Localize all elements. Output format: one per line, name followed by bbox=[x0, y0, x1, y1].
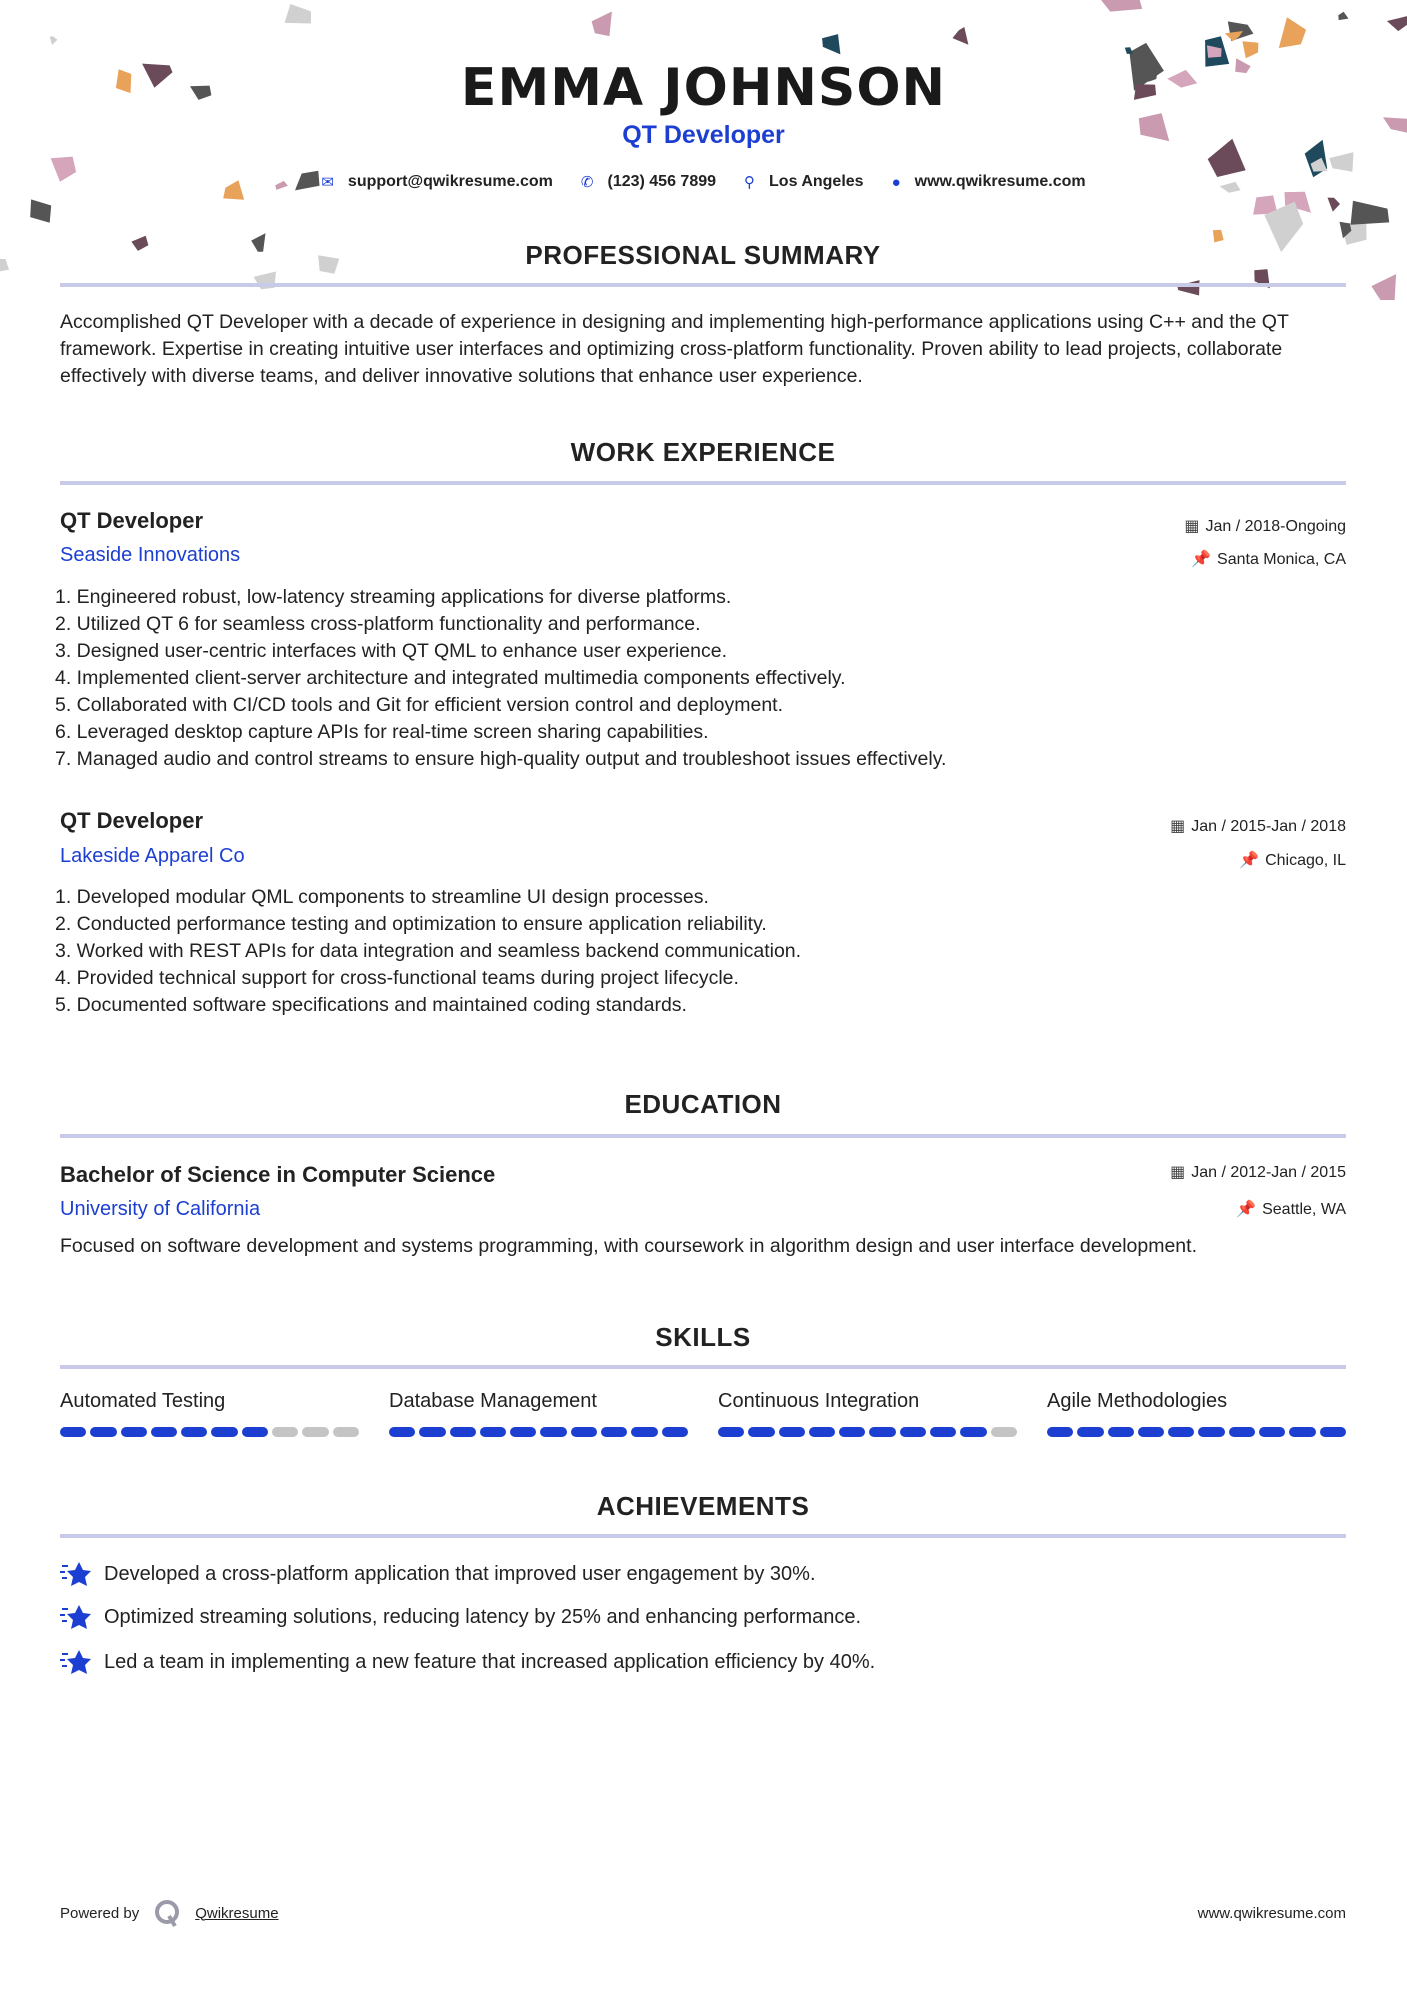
confetti-piece bbox=[1100, 0, 1143, 12]
skill-dot bbox=[1259, 1427, 1285, 1437]
skill-dot bbox=[1168, 1427, 1194, 1437]
skill-level-meter bbox=[60, 1427, 359, 1437]
section-divider bbox=[60, 283, 1346, 287]
contact-website[interactable]: www.qwikresume.com bbox=[914, 173, 1086, 190]
job-1-location: Santa Monica, CA bbox=[1217, 551, 1346, 568]
skill-dot bbox=[510, 1427, 536, 1437]
education-dates: Jan / 2012-Jan / 2015 bbox=[1191, 1164, 1346, 1181]
education-dates-row bbox=[1170, 1162, 1346, 1182]
section-heading-education: EDUCATION bbox=[624, 1089, 782, 1119]
skill-dot bbox=[839, 1427, 865, 1437]
job-1-location-row bbox=[1191, 549, 1346, 569]
calendar-icon: ▦ bbox=[1170, 818, 1186, 835]
confetti-piece bbox=[1371, 274, 1396, 300]
envelope-icon: ✉ bbox=[321, 174, 334, 191]
education-degree: Bachelor of Science in Computer Science bbox=[60, 1162, 496, 1187]
confetti-piece bbox=[1125, 47, 1133, 54]
job-2-location: Chicago, IL bbox=[1265, 852, 1346, 869]
summary-text: Accomplished QT Developer with a decade of experience in designing and implementing high-performance applications using C++ and the QT framework. Expertise in creating intuitive user interfaces and optimizing cross-platform functionality. Proven ability to lead projects, collaborate effectively with diverse teams, and deliver innovative solutions that enhance user experience. bbox=[60, 311, 1289, 387]
skill-dot bbox=[601, 1427, 627, 1437]
skill-dot bbox=[1320, 1427, 1346, 1437]
skill-item bbox=[389, 1390, 688, 1437]
achievement-text: Developed a cross-platform application that improved user engagement by 30%. bbox=[104, 1562, 816, 1585]
job-2-dates: Jan / 2015-Jan / 2018 bbox=[1191, 818, 1346, 835]
confetti-piece bbox=[1279, 17, 1306, 48]
job-2-bullets bbox=[55, 884, 1345, 1019]
skill-item bbox=[718, 1390, 1017, 1437]
confetti-piece bbox=[1329, 152, 1353, 172]
skill-dot bbox=[930, 1427, 956, 1437]
confetti-piece bbox=[953, 27, 969, 45]
section-divider bbox=[60, 1534, 1346, 1538]
skill-item bbox=[60, 1390, 359, 1437]
confetti-piece bbox=[1351, 201, 1390, 225]
confetti-piece bbox=[30, 199, 51, 222]
skill-dot bbox=[1229, 1427, 1255, 1437]
skill-level-meter bbox=[1047, 1427, 1346, 1437]
skill-dot bbox=[991, 1427, 1017, 1437]
section-heading-summary: PROFESSIONAL SUMMARY bbox=[525, 240, 881, 270]
education-location: Seattle, WA bbox=[1262, 1201, 1346, 1218]
globe-icon: ● bbox=[891, 173, 901, 191]
skill-name: Agile Methodologies bbox=[1047, 1390, 1228, 1412]
skill-level-meter bbox=[718, 1427, 1017, 1437]
skill-name: Database Management bbox=[389, 1390, 597, 1412]
section-heading-experience: WORK EXPERIENCE bbox=[570, 437, 836, 467]
candidate-name: EMMA JOHNSON bbox=[460, 58, 947, 118]
pin-icon: 📌 bbox=[1191, 551, 1212, 568]
qwikresume-logo-icon bbox=[153, 1898, 181, 1928]
skill-dot bbox=[181, 1427, 207, 1437]
skill-dot bbox=[389, 1427, 415, 1437]
job-title-headline: QT Developer bbox=[622, 121, 785, 149]
skill-name: Automated Testing bbox=[60, 1390, 226, 1412]
section-heading-skills: SKILLS bbox=[655, 1322, 751, 1352]
skill-dot bbox=[121, 1427, 147, 1437]
star-icon bbox=[60, 1603, 92, 1631]
list-item: 1. Engineered robust, low-latency streaming applications for diverse platforms. bbox=[55, 586, 732, 608]
footer-website[interactable]: www.qwikresume.com bbox=[1197, 1905, 1346, 1922]
skill-dot bbox=[480, 1427, 506, 1437]
skill-dot bbox=[272, 1427, 298, 1437]
list-item: 3. Worked with REST APIs for data integration and seamless backend communication. bbox=[55, 940, 802, 962]
skill-name: Continuous Integration bbox=[718, 1390, 920, 1412]
job-2-company: Lakeside Apparel Co bbox=[60, 845, 245, 867]
skill-dot bbox=[571, 1427, 597, 1437]
confetti-piece bbox=[1242, 41, 1258, 58]
skill-dot bbox=[211, 1427, 237, 1437]
education-location-row bbox=[1236, 1199, 1346, 1219]
confetti-piece bbox=[0, 259, 9, 273]
skills-list bbox=[60, 1390, 1346, 1437]
confetti-piece bbox=[1328, 198, 1341, 212]
skill-dot bbox=[631, 1427, 657, 1437]
skill-dot bbox=[662, 1427, 688, 1437]
job-2-dates-row bbox=[1170, 816, 1346, 836]
confetti-piece bbox=[1338, 12, 1348, 20]
job-2-location-row bbox=[1239, 850, 1346, 870]
pin-icon: 📌 bbox=[1236, 1201, 1257, 1218]
footer-powered-by bbox=[60, 1898, 279, 1928]
skill-dot bbox=[333, 1427, 359, 1437]
section-heading-achievements: ACHIEVEMENTS bbox=[596, 1491, 810, 1521]
contact-email[interactable]: support@qwikresume.com bbox=[347, 173, 553, 190]
contact-bar bbox=[0, 173, 1407, 191]
list-item: 4. Implemented client-server architecture and integrated multimedia components effectively. bbox=[55, 667, 846, 689]
list-item: 6. Leveraged desktop capture APIs for real-time screen sharing capabilities. bbox=[55, 721, 709, 743]
skill-level-meter bbox=[389, 1427, 688, 1437]
education-description: Focused on software development and systems programming, with coursework in algorithm design and user interface development. bbox=[60, 1235, 1197, 1257]
achievement-text: Led a team in implementing a new feature that increased application efficiency by 40%. bbox=[104, 1650, 876, 1673]
skill-dot bbox=[1047, 1427, 1073, 1437]
skill-dot bbox=[1108, 1427, 1134, 1437]
section-divider bbox=[60, 481, 1346, 485]
list-item: 2. Utilized QT 6 for seamless cross-platform functionality and performance. bbox=[55, 613, 701, 635]
skill-dot bbox=[900, 1427, 926, 1437]
map-pin-icon: ⚲ bbox=[744, 174, 756, 191]
powered-by-label: Powered by bbox=[60, 1904, 140, 1922]
contact-location: Los Angeles bbox=[769, 173, 864, 190]
list-item: 4. Provided technical support for cross-functional teams during project lifecycle. bbox=[55, 967, 739, 989]
skill-dot bbox=[1077, 1427, 1103, 1437]
phone-icon: ✆ bbox=[580, 174, 594, 191]
job-1-title: QT Developer bbox=[60, 508, 204, 533]
list-item: 7. Managed audio and control streams to ensure high-quality output and troubleshoot issues effectively. bbox=[55, 748, 947, 770]
contact-phone: (123) 456 7899 bbox=[607, 173, 717, 190]
confetti-piece bbox=[592, 12, 612, 37]
skill-dot bbox=[809, 1427, 835, 1437]
skill-dot bbox=[718, 1427, 744, 1437]
achievement-item bbox=[60, 1648, 875, 1676]
job-1-dates: Jan / 2018-Ongoing bbox=[1205, 518, 1346, 535]
skill-dot bbox=[779, 1427, 805, 1437]
calendar-icon: ▦ bbox=[1184, 518, 1200, 535]
achievement-text: Optimized streaming solutions, reducing latency by 25% and enhancing performance. bbox=[104, 1605, 862, 1628]
confetti-piece bbox=[1387, 16, 1407, 31]
calendar-icon: ▦ bbox=[1170, 1164, 1186, 1181]
list-item: 5. Collaborated with CI/CD tools and Git for efficient version control and deployment. bbox=[55, 694, 784, 716]
star-icon bbox=[60, 1560, 92, 1588]
skill-dot bbox=[151, 1427, 177, 1437]
skill-dot bbox=[1289, 1427, 1315, 1437]
skill-dot bbox=[1198, 1427, 1224, 1437]
skill-dot bbox=[869, 1427, 895, 1437]
skill-dot bbox=[748, 1427, 774, 1437]
confetti-piece bbox=[822, 34, 840, 54]
pin-icon: 📌 bbox=[1239, 852, 1260, 869]
achievement-item bbox=[60, 1603, 861, 1631]
skill-dot bbox=[419, 1427, 445, 1437]
confetti-piece bbox=[50, 36, 58, 45]
skill-dot bbox=[302, 1427, 328, 1437]
confetti-piece bbox=[285, 4, 311, 24]
skill-dot bbox=[90, 1427, 116, 1437]
list-item: 3. Designed user-centric interfaces with QT QML to enhance user experience. bbox=[55, 640, 727, 662]
skill-dot bbox=[450, 1427, 476, 1437]
skill-dot bbox=[60, 1427, 86, 1437]
skill-item bbox=[1047, 1390, 1346, 1437]
skill-dot bbox=[1138, 1427, 1164, 1437]
list-item: 5. Documented software specifications and maintained coding standards. bbox=[55, 994, 687, 1016]
skill-dot bbox=[540, 1427, 566, 1437]
skill-dot bbox=[242, 1427, 268, 1437]
job-1-dates-row bbox=[1184, 516, 1346, 536]
section-divider bbox=[60, 1134, 1346, 1138]
star-icon bbox=[60, 1648, 92, 1676]
job-1-company: Seaside Innovations bbox=[60, 544, 241, 566]
skill-dot bbox=[960, 1427, 986, 1437]
education-school: University of California bbox=[60, 1198, 261, 1220]
list-item: 2. Conducted performance testing and optimization to ensure application reliability. bbox=[55, 913, 767, 935]
job-1-bullets bbox=[55, 584, 1345, 773]
list-item: 1. Developed modular QML components to streamline UI design processes. bbox=[55, 886, 709, 908]
section-divider bbox=[60, 1365, 1346, 1369]
qwikresume-link[interactable]: Qwikresume bbox=[195, 1904, 279, 1922]
job-2-title: QT Developer bbox=[60, 808, 204, 833]
achievement-item bbox=[60, 1560, 816, 1588]
